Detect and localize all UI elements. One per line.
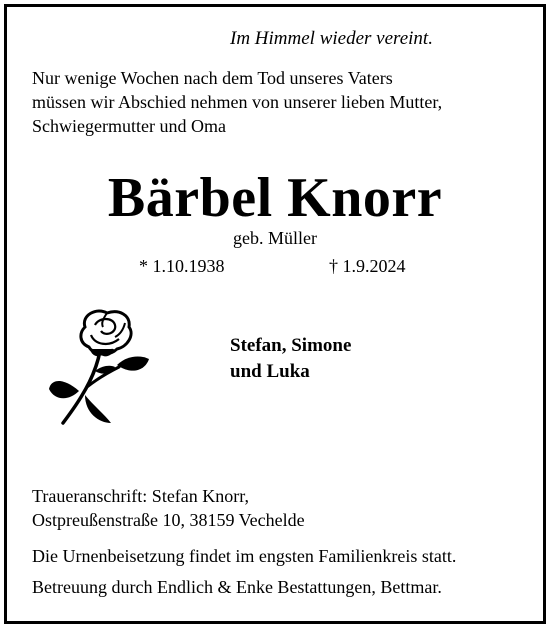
birth-date: * 1.10.1938 [139, 256, 225, 276]
intro-line: Schwiegermutter und Oma [32, 116, 226, 136]
address-line: Traueranschrift: Stefan Knorr, [32, 486, 250, 506]
undertaker-note: Betreuung durch Endlich & Enke Bestattungen, Bettmar. [32, 577, 442, 597]
mourners-line: Stefan, Simone [230, 335, 352, 356]
rose-icon [45, 305, 155, 425]
intro-line: Nur wenige Wochen nach dem Tod unseres Vaters [32, 68, 393, 88]
motto-line: Im Himmel wieder vereint. [230, 28, 433, 49]
maiden-name: geb. Müller [233, 228, 317, 248]
mourners-line: und Luka [230, 361, 310, 382]
burial-note: Die Urnenbeisetzung findet im engsten Familienkreis statt. [32, 546, 457, 566]
mourners-names [230, 333, 351, 385]
intro-line: müssen wir Abschied nehmen von unserer lieben Mutter, [32, 92, 443, 112]
mourning-address [32, 484, 305, 532]
address-line: Ostpreußenstraße 10, 38159 Vechelde [32, 510, 305, 530]
intro-text [32, 66, 442, 138]
death-date: † 1.9.2024 [329, 256, 406, 276]
deceased-name: Bärbel Knorr [107, 167, 443, 229]
